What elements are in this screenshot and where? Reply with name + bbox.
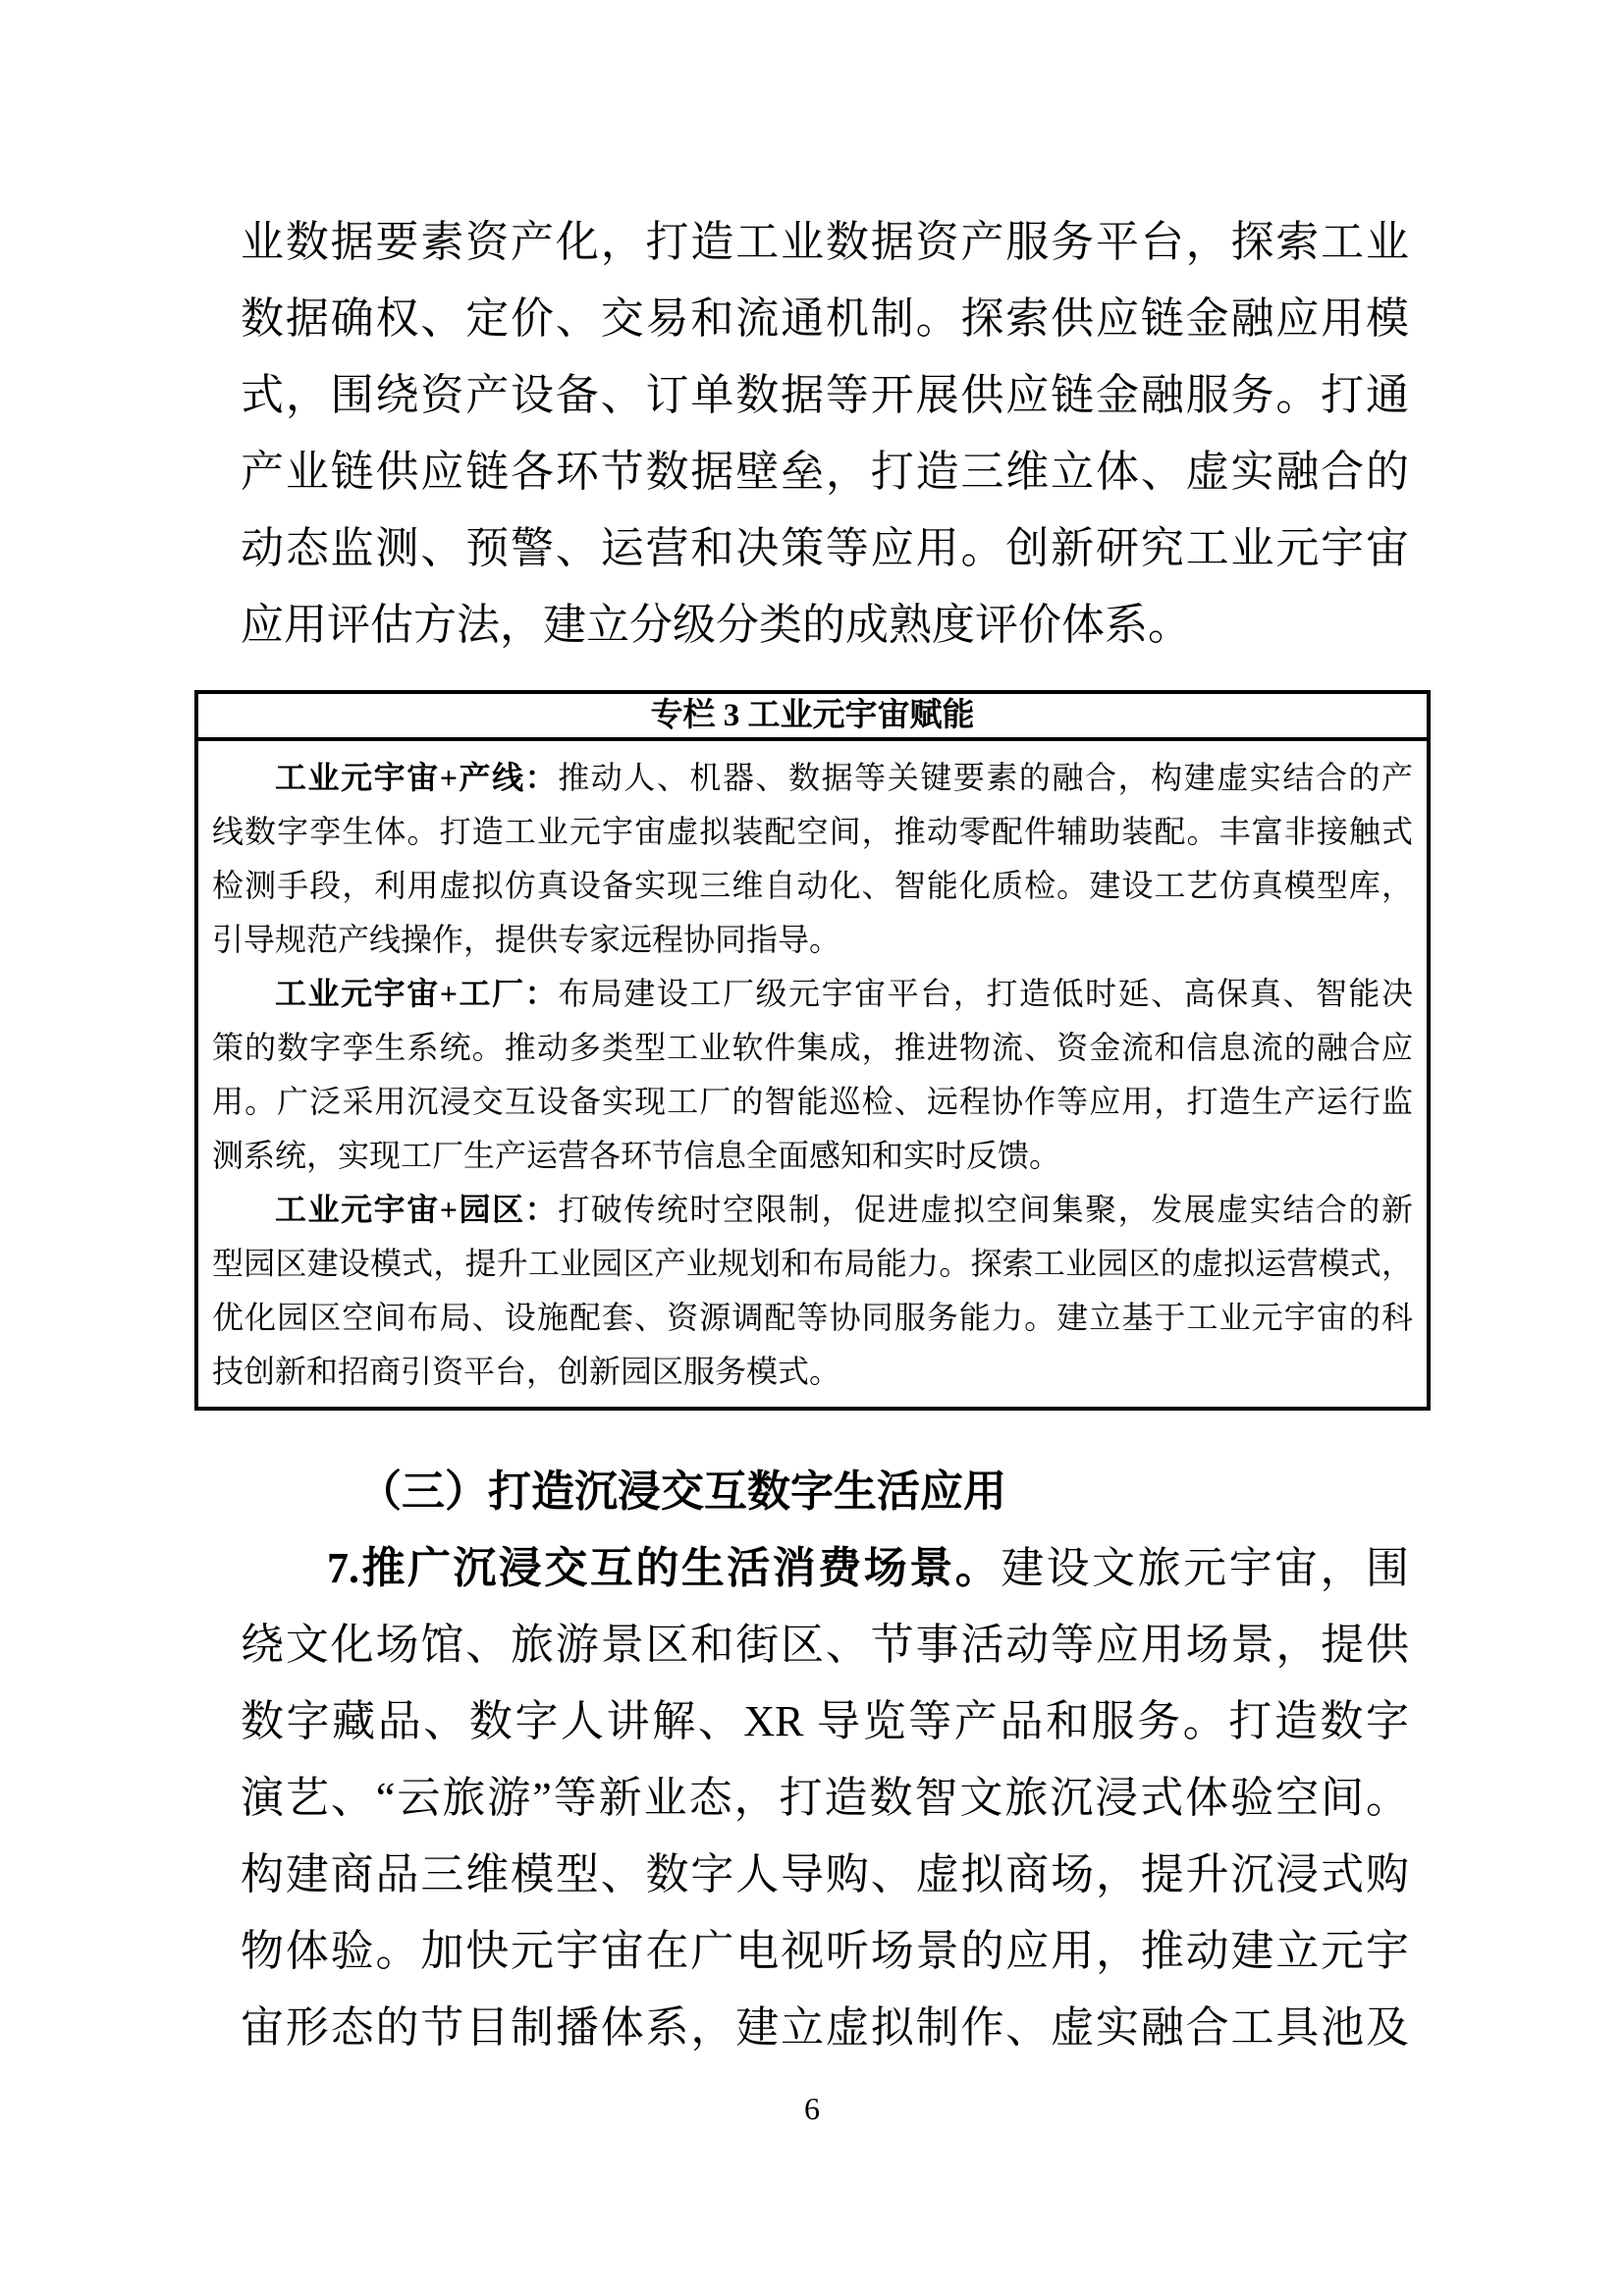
text-line: 式，围绕资产设备、订单数据等开展供应链金融服务。打通 — [241, 371, 1409, 419]
text-line: 产业链供应链各环节数据壁垒，打造三维立体、虚实融合的 — [241, 448, 1409, 496]
paragraph-text: 打破传统时空限制，促进虚拟空间集聚，发展虚实结合的新 — [558, 1192, 1413, 1227]
box-paragraph-production-line — [212, 751, 1413, 967]
text-line: 测系统，实现工厂生产运营各环节信息全面感知和实时反馈。 — [212, 1138, 1061, 1173]
section-heading: （三）打造沉浸交互数字生活应用 — [358, 1468, 1006, 1516]
paragraph-lead: 工业元宇宙+工厂： — [275, 976, 559, 1011]
callout-box-title: 专栏 3 工业元宇宙赋能 — [198, 694, 1427, 741]
paragraph-lead: 工业元宇宙+园区： — [275, 1192, 559, 1227]
paragraph-text: 推动人、机器、数据等关键要素的融合，构建虚实结合的产 — [558, 760, 1413, 795]
paragraph-text: 建设文旅元宇宙，围 — [1001, 1544, 1410, 1592]
intro-paragraph — [241, 204, 1409, 664]
paragraph-lead: 工业元宇宙+产线： — [275, 760, 559, 795]
text-line: 优化园区空间布局、设施配套、资源调配等协同服务能力。建立基于工业元宇宙的科 — [212, 1300, 1413, 1335]
text-line: 演艺、“云旅游”等新业态，打造数智文旅沉浸式体验空间。 — [241, 1774, 1409, 1822]
text-line: 线数字孪生体。打造工业元宇宙虚拟装配空间，推动零配件辅助装配。丰富非接触式 — [212, 814, 1413, 849]
text-line: 应用评估方法，建立分级分类的成熟度评价体系。 — [241, 601, 1191, 649]
text-line: 策的数字孪生系统。推动多类型工业软件集成，推进物流、资金流和信息流的融合应 — [212, 1030, 1413, 1065]
text-line: 技创新和招商引资平台，创新园区服务模式。 — [212, 1354, 841, 1389]
text-line — [241, 1530, 1409, 1607]
text-line: 用。广泛采用沉浸交互设备实现工厂的智能巡检、远程协作等应用，打造生产运行监 — [212, 1084, 1413, 1119]
text-line — [212, 1183, 1413, 1237]
page-number: 6 — [804, 2091, 820, 2126]
text-line — [212, 751, 1413, 805]
text-line: 检测手段，利用虚拟仿真设备实现三维自动化、智能化质检。建设工艺仿真模型库， — [212, 868, 1413, 903]
callout-box-body — [198, 741, 1427, 1407]
text-line: 引导规范产线操作，提供专家远程协同指导。 — [212, 922, 841, 957]
paragraph-lead: 7.推广沉浸交互的生活消费场景。 — [327, 1544, 1001, 1592]
text-line: 动态监测、预警、运营和决策等应用。创新研究工业元宇宙 — [241, 524, 1409, 572]
paragraph-text: 布局建设工厂级元宇宙平台，打造低时延、高保真、智能决 — [558, 976, 1413, 1011]
text-line — [212, 967, 1413, 1021]
callout-box — [194, 690, 1431, 1411]
text-line: 业数据要素资产化，打造工业数据资产服务平台，探索工业 — [241, 218, 1409, 266]
text-line: 数据确权、定价、交易和流通机制。探索供应链金融应用模 — [241, 294, 1409, 343]
text-line: 构建商品三维模型、数字人导购、虚拟商场，提升沉浸式购 — [241, 1850, 1409, 1898]
box-paragraph-factory — [212, 967, 1413, 1183]
text-line: 绕文化场馆、旅游景区和街区、节事活动等应用场景，提供 — [241, 1621, 1409, 1669]
box-paragraph-park — [212, 1183, 1413, 1399]
item-7-paragraph — [241, 1530, 1409, 2066]
page-content — [212, 204, 1413, 2066]
text-line: 物体验。加快元宇宙在广电视听场景的应用，推动建立元宇 — [241, 1927, 1409, 1975]
text-line: 型园区建设模式，提升工业园区产业规划和布局能力。探索工业园区的虚拟运营模式， — [212, 1246, 1413, 1281]
text-line: 数字藏品、数字人讲解、XR 导览等产品和服务。打造数字 — [241, 1697, 1409, 1745]
text-line: 宙形态的节目制播体系，建立虚拟制作、虚实融合工具池及 — [241, 2003, 1409, 2052]
